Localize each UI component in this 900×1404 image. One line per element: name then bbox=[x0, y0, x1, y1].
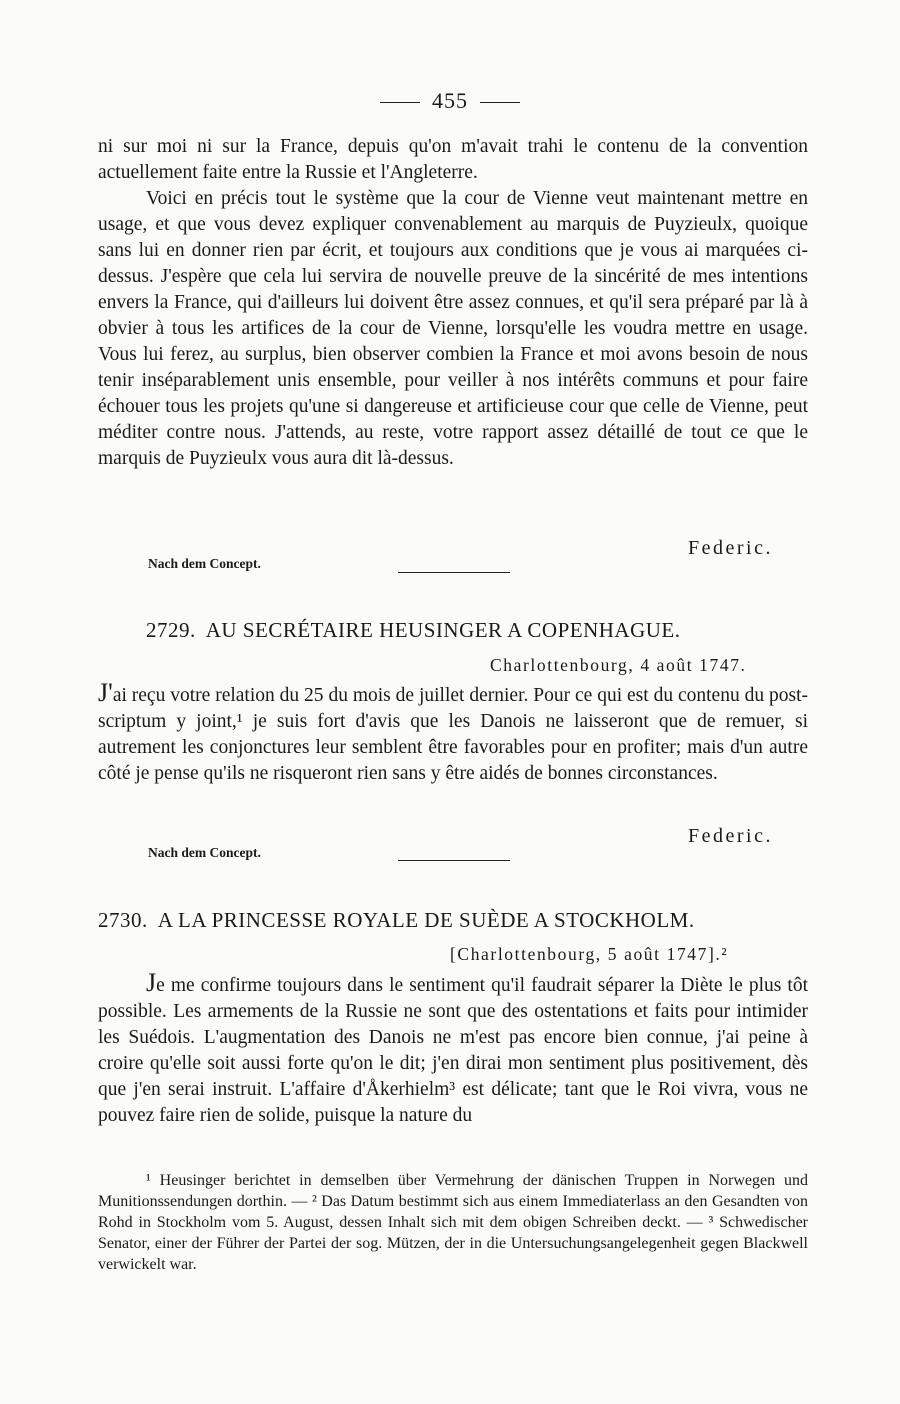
letter-title: A LA PRINCESSE ROYALE DE SUÈDE A STOCKHOLM. bbox=[157, 908, 695, 932]
signature: Federic. bbox=[688, 537, 773, 559]
signature: Federic. bbox=[688, 825, 773, 847]
page-number: 455 bbox=[432, 88, 468, 113]
header-dash-right bbox=[480, 102, 520, 103]
previous-letter-body bbox=[98, 134, 808, 472]
paragraph: Voici en précis tout le système que la cour de Vienne veut maintenant mettre en usage, et que vous devez expliquer convenablement au marquis de Puyzieulx, quoique sans lui en donner rien par écrit, et toujours aux conditions que je vous ai marquées ci-dessus. J'espère que cela lui servira de nouvelle preuve de la sincérité de mes intentions envers la France, qui d'ailleurs lui doivent être assez connues, et qu'il sera préparé par là à obvier à tous les artifices de la cour de Vienne, lorsqu'elle les voudra mettre en usage. Vous lui ferez, au surplus, bien observer combien la France et moi avons besoin de nous tenir inséparablement unis ensemble, pour veiller à nos intérêts communs et pour faire échouer tous les projets qu'une si dangereuse et artificieuse cour que celle de Vienne, peut méditer contre nous. J'attends, au reste, votre rapport assez détaillé de tout ce que le marquis de Puyzieulx vous aura dit là-dessus. bbox=[98, 188, 808, 469]
letter-heading bbox=[98, 908, 808, 933]
letter-heading bbox=[146, 618, 856, 643]
letter-title: AU SECRÉTAIRE HEUSINGER A COPENHAGUE. bbox=[205, 618, 681, 642]
dateline: [Charlottenbourg, 5 août 1747].² bbox=[450, 944, 729, 964]
section-rule bbox=[398, 572, 510, 573]
source-note: Nach dem Concept. bbox=[148, 556, 261, 571]
paragraph: ni sur moi ni sur la France, depuis qu'on m'avait trahi le contenu de la convention actuellement faite entre la Russie et l'Angleterre. bbox=[98, 136, 808, 183]
footnote-text: ¹ Heusinger berichtet in demselben über Vermehrung der dänischen Truppen in Norwegen und Munitionssendungen dorthin. — ² Das Datum bestimmt sich aus einem Immediaterlass an den Gesandten von Rohd in Stockholm vom 5. August, dessen Inhalt sich mit dem obigen Schreiben deckt. — ³ Schwedischer Senator, einer der Führer der Partei der sog. Mützen, der in die Untersuchungsangelegenheit gegen Blackwell verwickelt war. bbox=[98, 1172, 808, 1273]
dateline: Charlottenbourg, 4 août 1747. bbox=[490, 655, 747, 675]
footnotes bbox=[98, 1170, 808, 1275]
page-header bbox=[0, 88, 900, 114]
letter-body bbox=[98, 970, 808, 1129]
letter-number: 2730. bbox=[98, 908, 148, 932]
section-rule bbox=[398, 860, 510, 861]
source-note: Nach dem Concept. bbox=[148, 845, 261, 860]
letter-number: 2729. bbox=[146, 618, 196, 642]
paragraph: Je me confirme toujours dans le sentiment qu'il faudrait séparer la Diète le plus tôt possible. Les armements de la Russie ne sont que des ostentations et faits pour intimider les Suédois. L'augmentation des Danois ne m'est pas encore bien connue, j'ai peine à croire qu'elle soit aussi forte qu'on le dit; j'en dirai mon sentiment plus positivement, dès que j'en serai instruit. L'affaire d'Åkerhielm³ est délicate; tant que le Roi vivra, vous ne pouvez faire rien de solide, puisque la nature du bbox=[98, 968, 808, 1126]
paragraph: J'ai reçu votre relation du 25 du mois de juillet dernier. Pour ce qui est du contenu du post-scriptum y joint,¹ je suis fort d'avis que les Danois ne laisseront que de remuer, si autrement les conjonctures leur semblent être favorables pour en profiter; mais d'un autre côté je pense qu'ils ne risqueront rien sans y être aidés de bonnes circonstances. bbox=[98, 678, 808, 784]
letter-body bbox=[98, 680, 808, 787]
header-dash-left bbox=[380, 102, 420, 103]
